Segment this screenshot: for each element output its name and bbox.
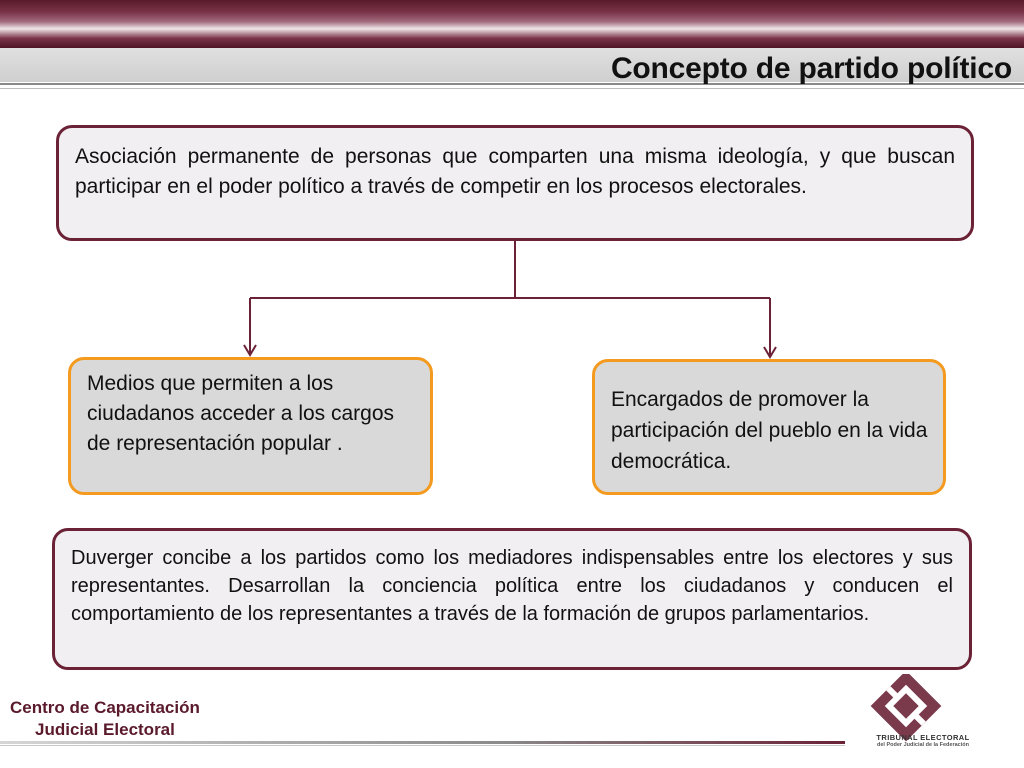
definition-text: Asociación permanente de personas que comparten una misma ideología, y que buscan participar en el poder político a través de competir en los procesos electorales. xyxy=(75,145,955,198)
footer-divider xyxy=(0,741,845,744)
logo-title: TRIBUNAL ELECTORAL xyxy=(876,733,970,742)
duverger-box xyxy=(52,528,972,670)
center-name-line2-b: Electoral xyxy=(103,720,175,739)
footer-divider-thin xyxy=(0,745,845,746)
duverger-text: Duverger concibe a los partidos como los mediadores indispensables entre los electores y sus representantes. Desarrollan la conciencia política entre los ciudadanos y conducen el comportamiento de los representantes a través de la formación de grupos parlamentarios. xyxy=(71,547,953,625)
center-name-line2-a: Judicial xyxy=(35,720,104,739)
left-branch-box xyxy=(68,357,433,495)
center-name-line1-a: Centro de xyxy=(10,698,95,717)
page-title: Concepto de partido político xyxy=(610,52,1012,85)
right-branch-box xyxy=(592,359,946,495)
center-name-line1-b: Capacitación xyxy=(94,698,200,717)
definition-box xyxy=(56,125,974,241)
left-branch-text: Medios que permiten a los ciudadanos acceder a los cargos de representación popular . xyxy=(87,372,395,455)
logo-subtitle: del Poder Judicial de la Federación xyxy=(876,742,969,748)
right-branch-text: Encargados de promover la participación del pueblo en la vida democrática. xyxy=(611,388,928,473)
center-name xyxy=(10,697,200,741)
